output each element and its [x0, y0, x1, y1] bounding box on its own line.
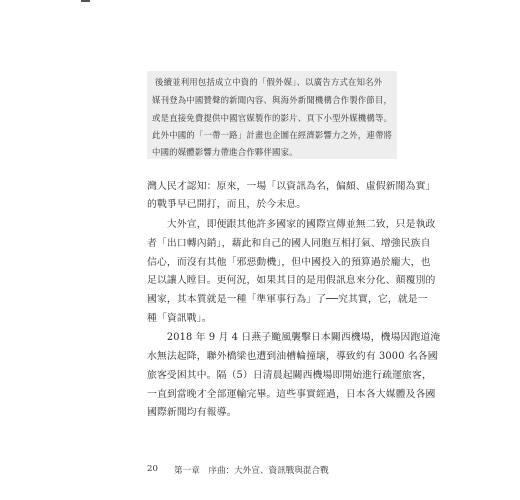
- sidebar-line: 或是直接免費提供中國官媒製作的影片、頁下小型外媒機構等。: [152, 113, 393, 123]
- page-number: 20: [147, 464, 158, 474]
- running-footer-chapter: 第一章 序曲：大外宣、資訊戰與混合戰: [174, 466, 329, 476]
- body-line: 者「出口轉內銷」，藉此和自己的國人同胞互相打氣、增強民族自: [147, 238, 431, 249]
- body-line: 的戰爭早已開打，而且，於今未息。: [147, 199, 307, 210]
- sidebar-line: 中國的媒體影響力帶進合作夥伴國家。: [152, 147, 298, 157]
- body-line: 2018 年 9 月 4 日燕子颱風襲擊日本關西機場，機場因跑道淹: [147, 332, 441, 343]
- body-line: 國際新聞均有報導。: [147, 407, 237, 418]
- body-line: 旅客受困其中。隔（5）日清晨起關西機場即開始進行疏運旅客，: [147, 370, 432, 381]
- sidebar-line: 後續並利用包括成立中資的「假外媒」、以廣告方式在知名外: [155, 77, 383, 87]
- crop-mark: [81, 0, 90, 2]
- sidebar-line: 此外中國的「一帶一路」計畫也企圖在經濟影響力之外，連帶將: [152, 130, 393, 140]
- body-line: 灣人民才認知：原來，一場「以資訊為名，偏頗、虛假新聞為實」: [147, 181, 436, 192]
- body-line: 一直到當晚才全部運輸完畢。這些事實經過，日本各大媒體及各國: [147, 389, 436, 400]
- body-line: 足以讓人瞠目。更何況，如果其目的是用假訊息來分化、顛覆別的: [147, 275, 436, 286]
- body-line: 大外宣，即便跟其他許多國家的國際宣傳並無二致，只是執政: [147, 219, 436, 230]
- shaded-sidebar-box: [147, 71, 397, 159]
- body-line: 國家，其本質就是一種「準軍事行為」了──究其實，它，就是一: [147, 294, 428, 305]
- body-line: 信心，而沒有其他「邪惡動機」，但中國投入的預算過於龐大，也: [147, 257, 431, 268]
- body-line: 水無法起降，聯外橋梁也遭到油槽輪撞壞，導致約有 3000 名各國: [147, 351, 438, 362]
- sidebar-line: 媒刊登為中國贊聲的新聞內容、與海外新聞機構合作製作節目，: [152, 95, 393, 105]
- body-line: 種「資訊戰」。: [147, 313, 212, 324]
